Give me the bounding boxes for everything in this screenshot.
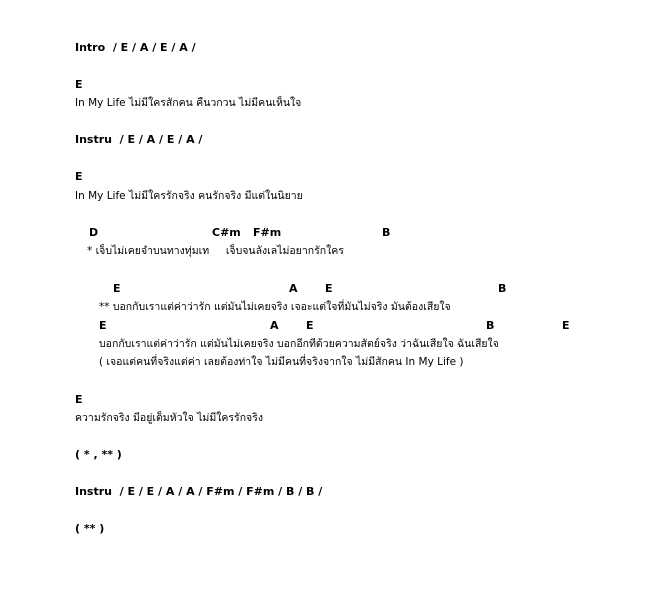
verse1-lyric: In My Life ไม่มีใครสักคน คืนวกวน ไม่มีคนเห็นใจ <box>75 97 302 109</box>
hook3-lyric: ( เจอแต่คนที่จริงแต่ค่า เลยต้องท่าใจ ไม่มีคนที่จริงจากใจ ไม่มีสักคน In My Life ) <box>99 356 464 368</box>
hook2-chord-b: B <box>486 319 495 332</box>
instru1-line: Instru / E / A / E / A / <box>75 133 203 146</box>
repeat-marker-1: ( * , ** ) <box>75 448 122 461</box>
pre-chorus-lyric: * เจ็บไม่เคยจำบนทางทุ่มเท เจ็บจนลังเลไม่อยากรักใคร <box>87 245 344 257</box>
pre-chord-b: B <box>382 226 391 239</box>
verse2-chord: E <box>75 170 83 183</box>
hook1-chord-e2: E <box>325 282 333 295</box>
hook2-lyric: บอกกับเราแต่ค่าว่ารัก แต่มันไม่เคยจริง บอกอีกทีด้วยความสัตย์จริง ว่าฉันเสียใจ ฉันเสียใจ <box>99 338 499 350</box>
pre-chord-csharp-m: C#m <box>212 226 241 239</box>
pre-chord-d: D <box>89 226 99 239</box>
verse2-lyric: In My Life ไม่มีใครรักจริง คนรักจริง มีแต่ในนิยาย <box>75 190 303 202</box>
pre-chord-fsharp-m: F#m <box>253 226 282 239</box>
instru2-line: Instru / E / E / A / A / F#m / F#m / B / B / <box>75 485 323 498</box>
outro-chord: E <box>75 393 83 406</box>
intro-line: Intro / E / A / E / A / <box>75 41 196 54</box>
hook1-lyric: ** บอกกับเราแต่ค่าว่ารัก แต่มันไม่เคยจริง เจอะแต่ใจที่มันไม่จริง มันต้องเสียใจ <box>99 301 451 313</box>
hook1-chord-a: A <box>289 282 298 295</box>
hook1-chord-b: B <box>498 282 507 295</box>
hook2-chord-e3: E <box>562 319 570 332</box>
verse1-chord: E <box>75 78 83 91</box>
hook2-chord-a: A <box>270 319 279 332</box>
outro-lyric: ความรักจริง มีอยู่เต็มหัวใจ ไม่มีใครรักจริง <box>75 412 263 424</box>
hook2-chord-e2: E <box>306 319 314 332</box>
repeat-marker-2: ( ** ) <box>75 522 105 535</box>
hook2-chord-e: E <box>99 319 107 332</box>
hook1-chord-e: E <box>113 282 121 295</box>
